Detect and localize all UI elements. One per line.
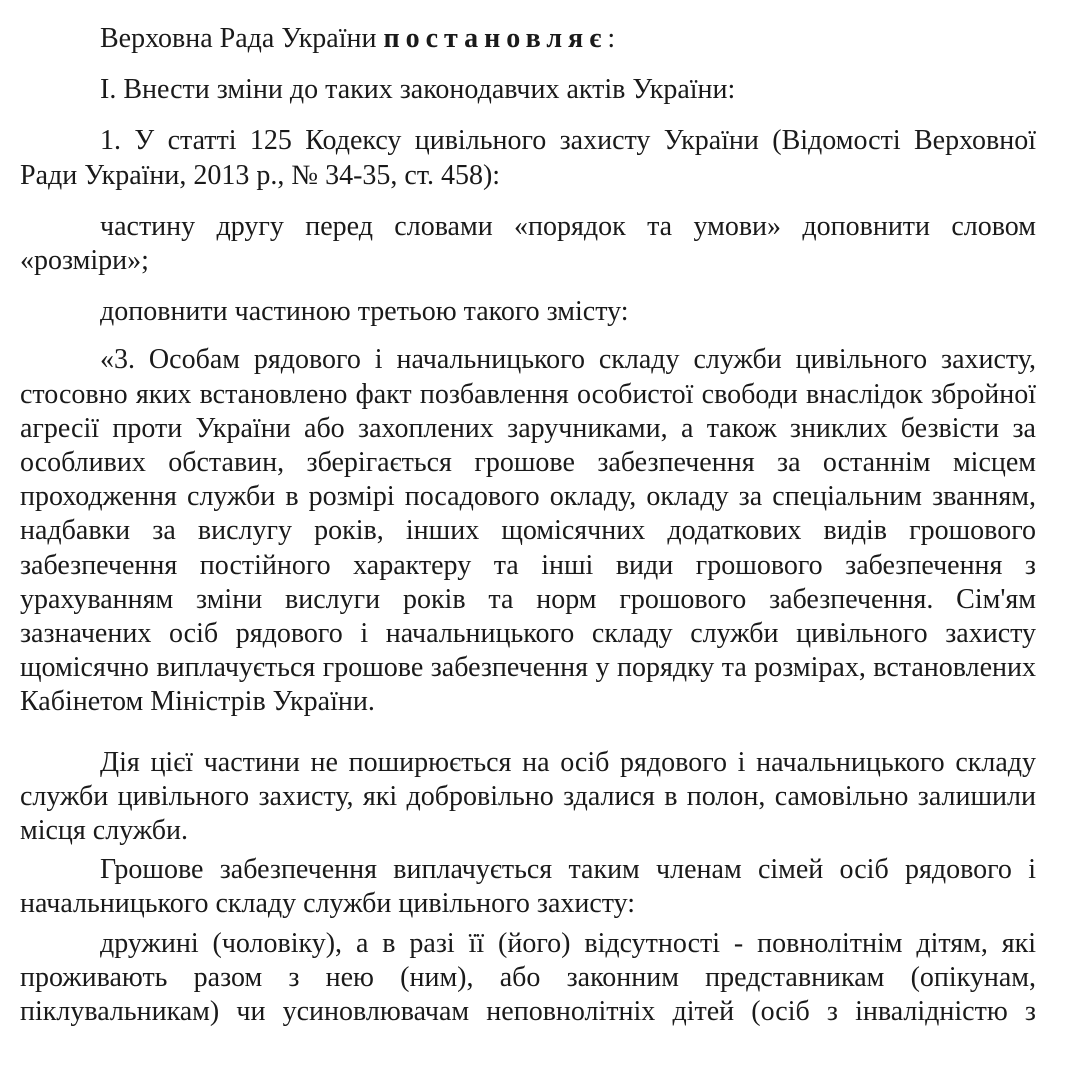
- document-page: [20, 22, 1036, 1029]
- section-heading: І. Внести зміни до таких законодавчих актів України:: [100, 74, 736, 106]
- amendment-part-two: частину другу перед словами «порядок та умови» доповнити словом «розміри»;: [20, 210, 1036, 277]
- payment-recipients-paragraph: Грошове забезпечення виплачується таким членам сімей осіб рядового і начальницького складу служби цивільного захисту:: [20, 854, 1036, 920]
- preamble-tail: :: [607, 23, 616, 54]
- preamble: [20, 22, 1036, 56]
- exclusion-paragraph: Дія цієї частини не поширюється на осіб рядового і начальницького складу служби цивільного захисту, які добровільно здалися в полон, самовільно залишили місця служби.: [20, 746, 1036, 847]
- amendment-part-three-intro: доповнити частиною третьою такого змісту:: [100, 296, 629, 328]
- amendment-item-1: 1. У статті 125 Кодексу цивільного захисту України (Відомості Верховної Ради України, 2013 р., № 34-35, ст. 458):: [20, 125, 1036, 191]
- preamble-lead: Верховна Рада України: [100, 23, 384, 54]
- preamble-emphasis: постановляє: [383, 23, 608, 54]
- spouse-clause-paragraph: дружині (чоловіку), а в разі її (його) відсутності - повнолітнім дітям, які проживають разом з нею (ним), або законним представникам (опікунам, піклувальникам) чи усиновлювачам неповнолітніх дітей (осіб з інвалідністю з: [20, 927, 1036, 1028]
- quoted-part-three: «3. Особам рядового і начальницького складу служби цивільного захисту, стосовно яких встановлено факт позбавлення особистої свободи внаслідок збройної агресії проти України або захоплених заручниками, а також зниклих безвісти за особливих обставин, зберігається грошове забезпечення за останнім місцем проходження служби в розмірі посадового окладу, окладу за спеціальним званням, надбавки за вислугу років, інших щомісячних додаткових видів грошового забезпечення постійного характеру та інші види грошового забезпечення з урахуванням зміни вислуги років та норм грошового забезпечення. Сім'ям зазначених осіб рядового і начальницького складу служби цивільного захисту щомісячно виплачується грошове забезпечення у порядку та розмірах, встановлених Кабінетом Міністрів України.: [20, 344, 1036, 718]
